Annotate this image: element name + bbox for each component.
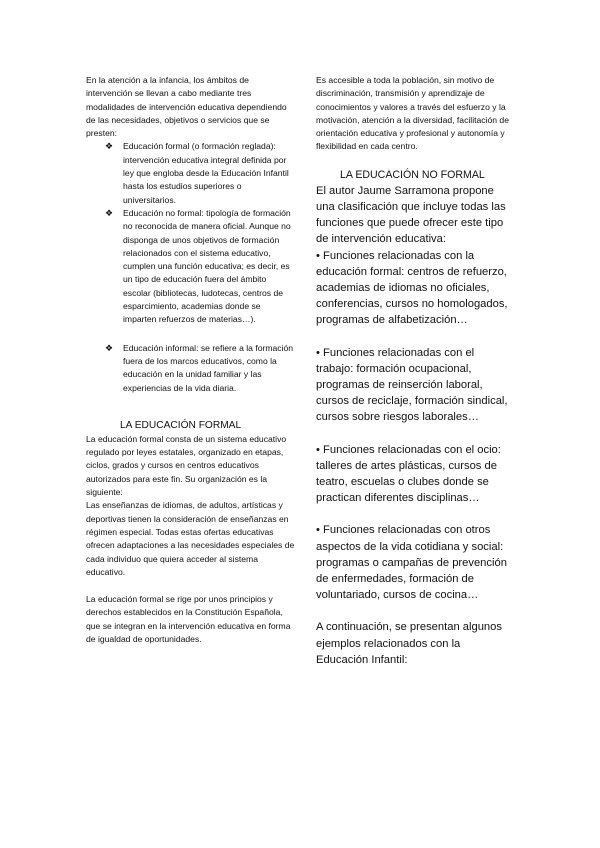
list-item	[105, 140, 296, 206]
list-item	[105, 207, 296, 327]
list-item-text: Educación no formal: tipología de formación no reconocida de manera oficial. Aunque no disponga de unos objetivos de formación relacionados con el sistema educativo, cumplen una función educativa; es decir, es un tipo de educación fuera del ámbito escolar (bibliotecas, ludotecas, centros de esparcimiento, academias donde se imparten refuerzos de materias…).	[123, 207, 291, 325]
formal-paragraph-3: La educación formal se rige por unos principios y derechos establecidos en la Constitución Española, que se integran en la intervención educativa en forma de igualdad de oportunidades.	[86, 594, 291, 644]
section-heading-formal: LA EDUCACIÓN FORMAL	[120, 419, 242, 431]
function-item: • Funciones relacionadas con otros aspectos de la vida cotidiana y social: programas o campañas de prevención de enfermedades, formación de voluntariado, cursos de cocina…	[316, 524, 507, 602]
principles-paragraph: Es accesible a toda la población, sin motivo de discriminación, transmisión y aprendizaje de conocimientos y valores a través del esfuerzo y la motivación, atención a la diversidad, facilitación de orientación educativa y profesional y autonomía y flexibilidad en cada centro.	[316, 75, 509, 152]
intro-paragraph: En la atención a la infancia, los ámbitos de intervención se llevan a cabo mediante tres modalidades de intervención educativa dependiendo de las necesidades, objetivos o servicios que se presten:	[86, 75, 287, 139]
diamond-bullet-icon: ❖	[105, 207, 114, 218]
sarramona-intro: El autor Jaume Sarramona propone una clasificación que incluye todas las funciones que puede ofrecer este tipo de intervención educativa:	[316, 184, 506, 246]
function-item: • Funciones relacionadas con el ocio: talleres de artes plásticas, cursos de teatro, escuelas o clubes donde se practican diferentes disciplinas…	[316, 443, 501, 505]
right-column	[316, 74, 512, 668]
closing-paragraph: A continuación, se presentan algunos ejemplos relacionados con la Educación Infantil:	[316, 621, 502, 666]
list-item	[105, 342, 296, 395]
list-item-text: Educación formal (o formación reglada): intervención educativa integral definida por ley que engloba desde la Educación Infantil hasta los estudios superiores o universitarios.	[123, 141, 289, 205]
left-column	[86, 74, 296, 646]
function-item: • Funciones relacionadas con el trabajo: formación ocupacional, programas de reinserción laboral, cursos de reciclaje, formación sindical, cursos sobre riesgos laborales…	[316, 346, 508, 424]
function-item: • Funciones relacionadas con la educación formal: centros de refuerzo, academias de idiomas no oficiales, conferencias, cursos no homologados, programas de alfabetización…	[316, 249, 508, 327]
section-heading-no-formal: LA EDUCACIÓN NO FORMAL	[340, 168, 485, 181]
list-item-text: Educación informal: se refiere a la formación fuera de los marcos educativos, como la educación en la unidad familiar y las experiencias de la vida diaria.	[123, 342, 294, 393]
formal-paragraph-1: La educación formal consta de un sistema educativo regulado por leyes estatales, organizado en etapas, ciclos, grados y cursos en centros educativos autorizados para este fin. Su organización es la siguiente:	[86, 433, 287, 498]
diamond-bullet-icon: ❖	[105, 141, 114, 152]
diamond-bullet-icon: ❖	[105, 342, 114, 353]
modalities-list	[86, 140, 296, 394]
formal-paragraph-2: Las enseñanzas de idiomas, de adultos, artísticas y deportivas tienen la consideración de enseñanzas en régimen especial. Todas estas ofertas educativas ofrecen adaptaciones a las necesidades especiales de cada individuo que quiera acceder al sistema educativo.	[86, 500, 295, 577]
